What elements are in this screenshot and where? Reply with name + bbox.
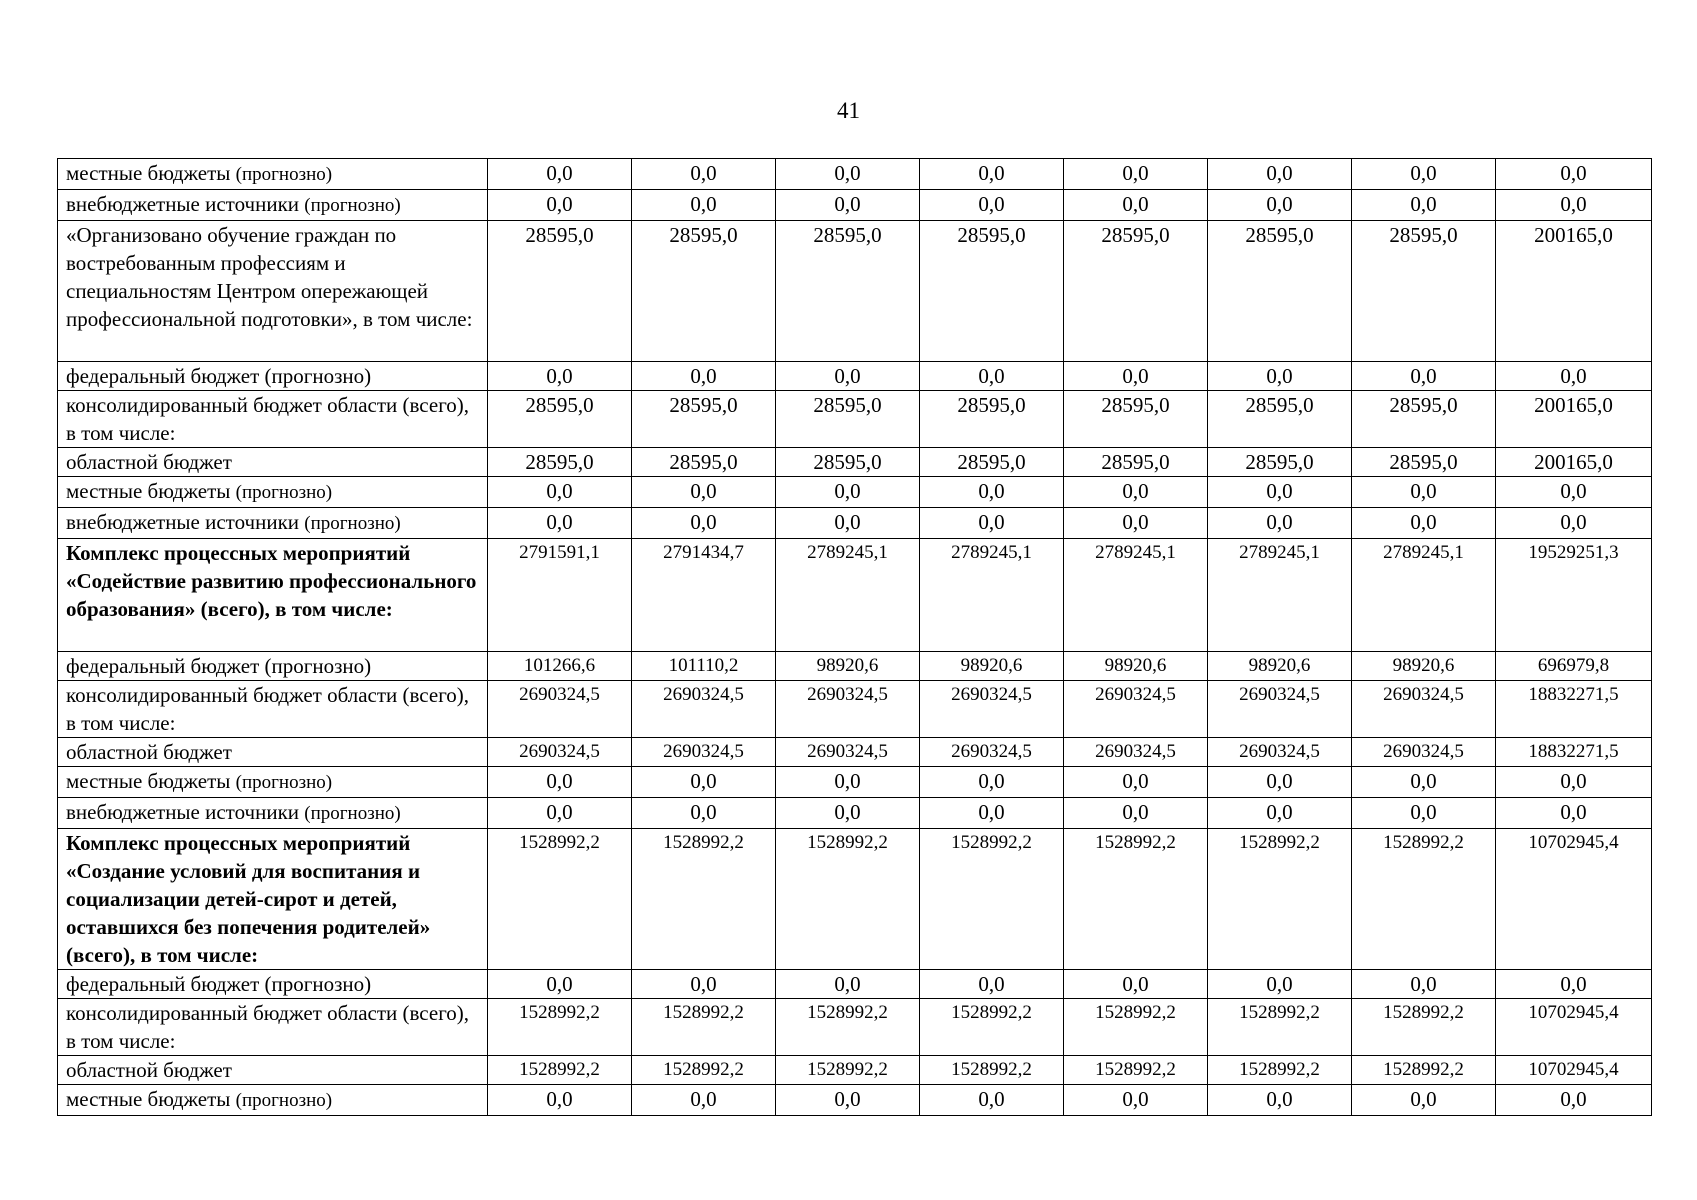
value-cell: 0,0 [920,159,1064,190]
value-cell: 0,0 [920,798,1064,829]
value-cell: 98920,6 [920,652,1064,681]
value-cell: 0,0 [920,767,1064,798]
value-cell: 0,0 [632,190,776,221]
value-cell: 696979,8 [1496,652,1652,681]
value-cell: 0,0 [488,190,632,221]
table-row [58,221,1652,362]
value-cell: 0,0 [776,798,920,829]
table-row [58,159,1652,190]
value-cell: 1528992,2 [776,829,920,970]
row-label: федеральный бюджет (прогнозно) [58,362,488,391]
value-cell: 1528992,2 [1352,1056,1496,1085]
value-cell: 0,0 [1064,159,1208,190]
value-cell: 28595,0 [920,221,1064,362]
value-cell: 98920,6 [1208,652,1352,681]
value-cell: 0,0 [632,477,776,508]
row-label: Комплекс процессных мероприятий «Содействие развитию профессионального образования» (всего), в том числе: [58,539,488,652]
row-label: консолидированный бюджет области (всего), в том числе: [58,391,488,448]
row-label: «Организовано обучение граждан по востребованным профессиям и специальностям Центром опережающей профессиональной подготовки», в том числе: [58,221,488,362]
row-label: местные бюджеты (прогнозно) [58,159,488,190]
value-cell: 1528992,2 [1352,829,1496,970]
value-cell: 28595,0 [632,391,776,448]
value-cell: 0,0 [488,1085,632,1116]
value-cell: 0,0 [488,508,632,539]
value-cell: 28595,0 [1352,221,1496,362]
value-cell: 0,0 [1208,190,1352,221]
value-cell: 0,0 [1208,767,1352,798]
value-cell: 0,0 [1352,508,1496,539]
value-cell: 0,0 [1208,1085,1352,1116]
value-cell: 0,0 [1064,477,1208,508]
value-cell: 98920,6 [776,652,920,681]
page-number: 41 [837,98,860,123]
value-cell: 0,0 [1496,362,1652,391]
value-cell: 2789245,1 [776,539,920,652]
value-cell: 98920,6 [1064,652,1208,681]
value-cell: 1528992,2 [1064,999,1208,1056]
value-cell: 0,0 [1352,798,1496,829]
value-cell: 0,0 [776,362,920,391]
value-cell: 18832271,5 [1496,681,1652,738]
value-cell: 0,0 [488,477,632,508]
value-cell: 101110,2 [632,652,776,681]
table-row [58,508,1652,539]
value-cell: 28595,0 [1208,221,1352,362]
value-cell: 0,0 [1496,159,1652,190]
row-label: внебюджетные источники (прогнозно) [58,190,488,221]
value-cell: 0,0 [1064,508,1208,539]
value-cell: 0,0 [920,1085,1064,1116]
value-cell: 0,0 [632,508,776,539]
value-cell: 1528992,2 [1208,829,1352,970]
value-cell: 0,0 [1352,362,1496,391]
value-cell: 200165,0 [1496,391,1652,448]
value-cell: 1528992,2 [776,999,920,1056]
value-cell: 0,0 [776,477,920,508]
value-cell: 1528992,2 [1352,999,1496,1056]
value-cell: 200165,0 [1496,448,1652,477]
value-cell: 0,0 [1208,477,1352,508]
value-cell: 0,0 [1064,190,1208,221]
value-cell: 0,0 [1352,970,1496,999]
value-cell: 2690324,5 [632,738,776,767]
value-cell: 0,0 [1352,767,1496,798]
row-label: местные бюджеты (прогнозно) [58,477,488,508]
value-cell: 2791591,1 [488,539,632,652]
table-row [58,391,1652,448]
table-row [58,738,1652,767]
value-cell: 28595,0 [632,448,776,477]
value-cell: 2789245,1 [1064,539,1208,652]
value-cell: 0,0 [632,1085,776,1116]
value-cell: 0,0 [632,362,776,391]
value-cell: 1528992,2 [632,999,776,1056]
value-cell: 0,0 [920,362,1064,391]
value-cell: 0,0 [776,508,920,539]
table-row [58,477,1652,508]
value-cell: 10702945,4 [1496,999,1652,1056]
value-cell: 28595,0 [1064,221,1208,362]
value-cell: 2690324,5 [1208,738,1352,767]
value-cell: 28595,0 [1208,391,1352,448]
value-cell: 2690324,5 [488,681,632,738]
value-cell: 1528992,2 [1208,1056,1352,1085]
value-cell: 0,0 [776,970,920,999]
value-cell: 10702945,4 [1496,829,1652,970]
row-label: федеральный бюджет (прогнозно) [58,652,488,681]
row-label: местные бюджеты (прогнозно) [58,767,488,798]
value-cell: 0,0 [920,970,1064,999]
value-cell: 28595,0 [488,221,632,362]
value-cell: 1528992,2 [920,829,1064,970]
value-cell: 1528992,2 [632,829,776,970]
value-cell: 0,0 [1496,970,1652,999]
row-label: Комплекс процессных мероприятий «Создание условий для воспитания и социализации детей-сирот и детей, оставшихся без попечения родителей» (всего), в том числе: [58,829,488,970]
value-cell: 200165,0 [1496,221,1652,362]
value-cell: 0,0 [776,159,920,190]
table-row [58,829,1652,970]
value-cell: 1528992,2 [1208,999,1352,1056]
value-cell: 2690324,5 [1064,681,1208,738]
value-cell: 0,0 [1496,508,1652,539]
table-body [58,159,1652,1116]
value-cell: 0,0 [1064,1085,1208,1116]
value-cell: 0,0 [1352,190,1496,221]
row-label: областной бюджет [58,738,488,767]
value-cell: 0,0 [1496,1085,1652,1116]
value-cell: 0,0 [1496,798,1652,829]
value-cell: 2791434,7 [632,539,776,652]
row-label: консолидированный бюджет области (всего), в том числе: [58,999,488,1056]
value-cell: 2690324,5 [488,738,632,767]
value-cell: 1528992,2 [776,1056,920,1085]
value-cell: 2690324,5 [920,738,1064,767]
value-cell: 1528992,2 [920,1056,1064,1085]
value-cell: 0,0 [632,159,776,190]
value-cell: 101266,6 [488,652,632,681]
value-cell: 2789245,1 [1352,539,1496,652]
value-cell: 1528992,2 [1064,829,1208,970]
value-cell: 28595,0 [1064,391,1208,448]
value-cell: 2690324,5 [632,681,776,738]
row-label: федеральный бюджет (прогнозно) [58,970,488,999]
value-cell: 1528992,2 [920,999,1064,1056]
value-cell: 2690324,5 [1064,738,1208,767]
value-cell: 0,0 [632,767,776,798]
value-cell: 28595,0 [1208,448,1352,477]
table-row [58,652,1652,681]
value-cell: 28595,0 [920,448,1064,477]
value-cell: 1528992,2 [632,1056,776,1085]
value-cell: 28595,0 [488,448,632,477]
budget-table [57,158,1652,1116]
row-label: внебюджетные источники (прогнозно) [58,508,488,539]
value-cell: 0,0 [488,970,632,999]
value-cell: 28595,0 [488,391,632,448]
value-cell: 2690324,5 [776,738,920,767]
table-row [58,798,1652,829]
row-label: внебюджетные источники (прогнозно) [58,798,488,829]
value-cell: 0,0 [1496,767,1652,798]
table-row [58,448,1652,477]
value-cell: 19529251,3 [1496,539,1652,652]
value-cell: 0,0 [1064,767,1208,798]
value-cell: 0,0 [488,362,632,391]
value-cell: 0,0 [632,970,776,999]
value-cell: 28595,0 [1352,391,1496,448]
value-cell: 0,0 [920,190,1064,221]
value-cell: 10702945,4 [1496,1056,1652,1085]
table-row [58,999,1652,1056]
row-label: консолидированный бюджет области (всего), в том числе: [58,681,488,738]
value-cell: 1528992,2 [488,999,632,1056]
value-cell: 1528992,2 [488,829,632,970]
value-cell: 0,0 [1208,970,1352,999]
value-cell: 28595,0 [920,391,1064,448]
value-cell: 28595,0 [632,221,776,362]
value-cell: 18832271,5 [1496,738,1652,767]
value-cell: 28595,0 [776,391,920,448]
value-cell: 28595,0 [776,448,920,477]
table-row [58,1085,1652,1116]
value-cell: 0,0 [488,767,632,798]
value-cell: 0,0 [1352,159,1496,190]
value-cell: 2789245,1 [1208,539,1352,652]
value-cell: 28595,0 [776,221,920,362]
value-cell: 2789245,1 [920,539,1064,652]
value-cell: 0,0 [1352,477,1496,508]
table-row [58,539,1652,652]
value-cell: 2690324,5 [1352,738,1496,767]
value-cell: 2690324,5 [776,681,920,738]
row-label: областной бюджет [58,1056,488,1085]
table-row [58,190,1652,221]
value-cell: 98920,6 [1352,652,1496,681]
table-row [58,362,1652,391]
value-cell: 0,0 [776,1085,920,1116]
value-cell: 2690324,5 [1352,681,1496,738]
value-cell: 28595,0 [1064,448,1208,477]
value-cell: 0,0 [1208,159,1352,190]
table-row [58,970,1652,999]
value-cell: 0,0 [1208,362,1352,391]
value-cell: 0,0 [1064,970,1208,999]
value-cell: 0,0 [488,798,632,829]
value-cell: 0,0 [1064,798,1208,829]
value-cell: 0,0 [920,477,1064,508]
value-cell: 0,0 [920,508,1064,539]
value-cell: 2690324,5 [920,681,1064,738]
value-cell: 0,0 [488,159,632,190]
value-cell: 0,0 [1208,798,1352,829]
value-cell: 1528992,2 [488,1056,632,1085]
table-row [58,767,1652,798]
table-row [58,1056,1652,1085]
table-row [58,681,1652,738]
value-cell: 28595,0 [1352,448,1496,477]
value-cell: 0,0 [1496,477,1652,508]
value-cell: 0,0 [1064,362,1208,391]
value-cell: 0,0 [1208,508,1352,539]
row-label: местные бюджеты (прогнозно) [58,1085,488,1116]
value-cell: 0,0 [1496,190,1652,221]
value-cell: 2690324,5 [1208,681,1352,738]
value-cell: 0,0 [776,190,920,221]
value-cell: 0,0 [632,798,776,829]
row-label: областной бюджет [58,448,488,477]
value-cell: 0,0 [776,767,920,798]
value-cell: 1528992,2 [1064,1056,1208,1085]
value-cell: 0,0 [1352,1085,1496,1116]
